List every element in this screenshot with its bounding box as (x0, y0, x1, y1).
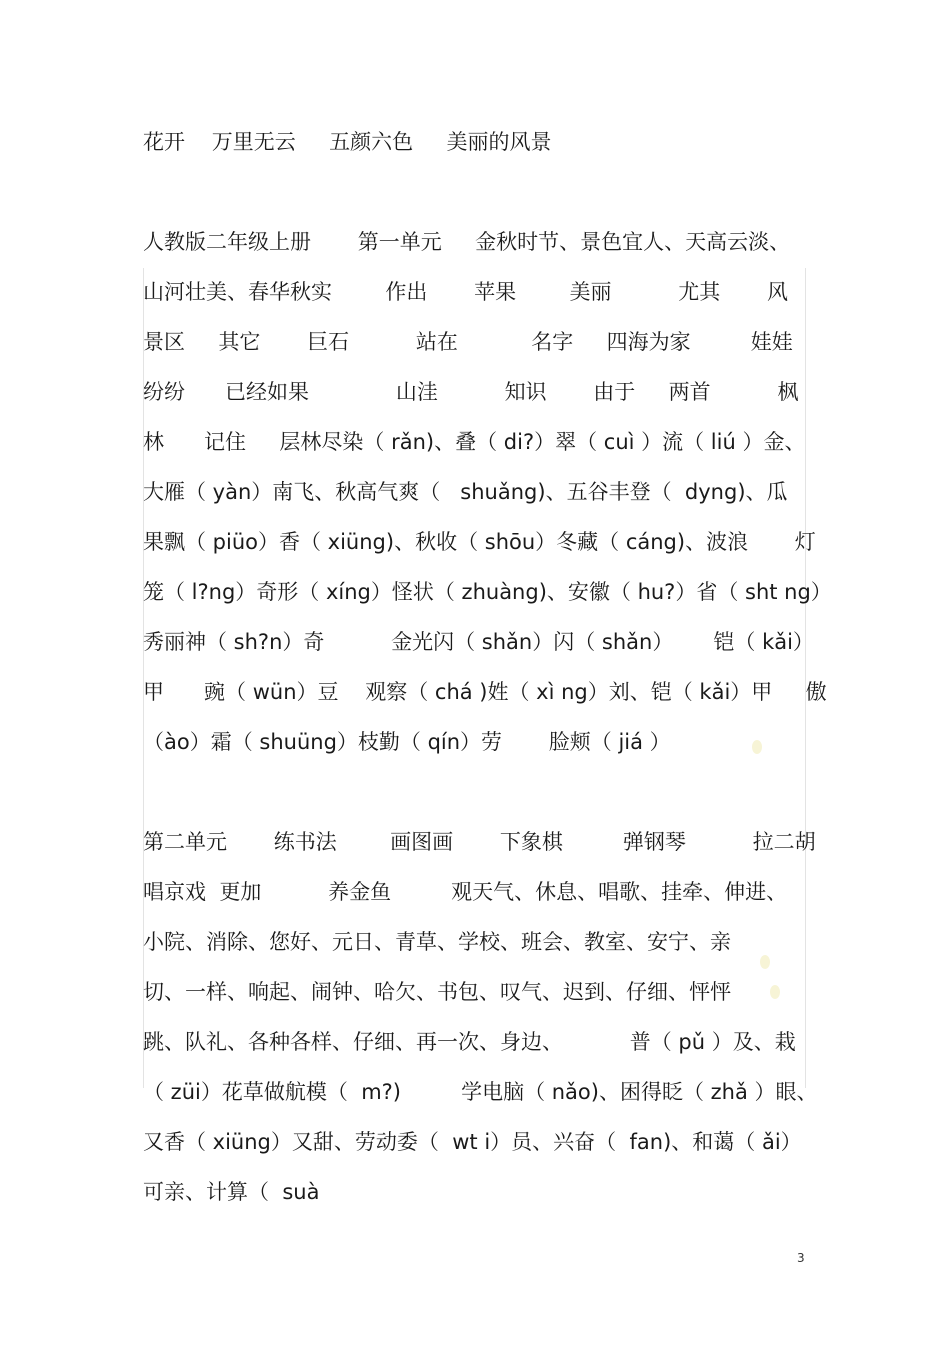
text-line: 可亲、计算（ suà (143, 1180, 320, 1204)
smudge-mark (770, 985, 780, 999)
text-line: 林 记住 层林尽染（ rǎn)、叠（ di?）翠（ cuì ）流（ liú ）金、 (143, 430, 806, 454)
text-line: 第二单元 练书法 画图画 下象棋 弹钢琴 拉二胡 (143, 830, 816, 854)
text-line: 跳、队礼、各种各样、仔细、再一次、身边、 普（ pǔ ）及、栽 (143, 1030, 796, 1054)
text-line: 人教版二年级上册 第一单元 金秋时节、景色宜人、天高云淡、 (143, 230, 791, 254)
text-line: 景区 其它 巨石 站在 名字 四海为家 娃娃 (143, 330, 793, 354)
text-line: 唱京戏 更加 养金鱼 观天气、休息、唱歌、挂牵、伸进、 (143, 880, 788, 904)
text-line: 大雁（ yàn）南飞、秋高气爽（ shuǎng)、五谷丰登（ dyng)、瓜 (143, 480, 788, 504)
text-line: 小院、消除、您好、元日、青草、学校、班会、教室、安宁、亲 (143, 930, 731, 954)
text-line: （ào）霜（ shuüng）枝勤（ qín）劳 脸颊（ jiá ） (143, 730, 671, 754)
smudge-mark (760, 955, 770, 969)
text-line: 笼（ l?ng）奇形（ xíng）怪状（ zhuàng)、安徽（ hu?）省（ sht ng） (143, 580, 832, 604)
text-line: 果飘（ piüo）香（ xiüng)、秋收（ shōu）冬藏（ cáng)、波浪 灯 (143, 530, 816, 554)
text-line: 纷纷 已经如果 山洼 知识 由于 两首 枫 (143, 380, 799, 404)
text-line: 花开 万里无云 五颜六色 美丽的风景 (143, 130, 552, 154)
text-line: 切、一样、响起、闹钟、哈欠、书包、叹气、迟到、仔细、怦怦 (143, 980, 731, 1004)
text-line: 山河壮美、春华秋实 作出 苹果 美丽 尤其 风 (143, 280, 789, 304)
page-number: 3 (797, 1251, 805, 1265)
text-line: 甲 豌（ wün）豆 观察（ chá )姓（ xì ng）刘、铠（ kǎi）甲 傲 (143, 680, 827, 704)
text-line: （ züi）花草做航模（ m?) 学电脑（ nǎo)、困得眨（ zhǎ ）眼、 (143, 1080, 818, 1104)
text-line: 秀丽神（ sh?n）奇 金光闪（ shǎn）闪（ shǎn） 铠（ kǎi） (143, 630, 814, 654)
text-line: 又香（ xiüng）又甜、劳动委（ wt i）员、兴奋（ fan)、和蔼（ ǎi） (143, 1130, 802, 1154)
smudge-mark (752, 740, 762, 754)
